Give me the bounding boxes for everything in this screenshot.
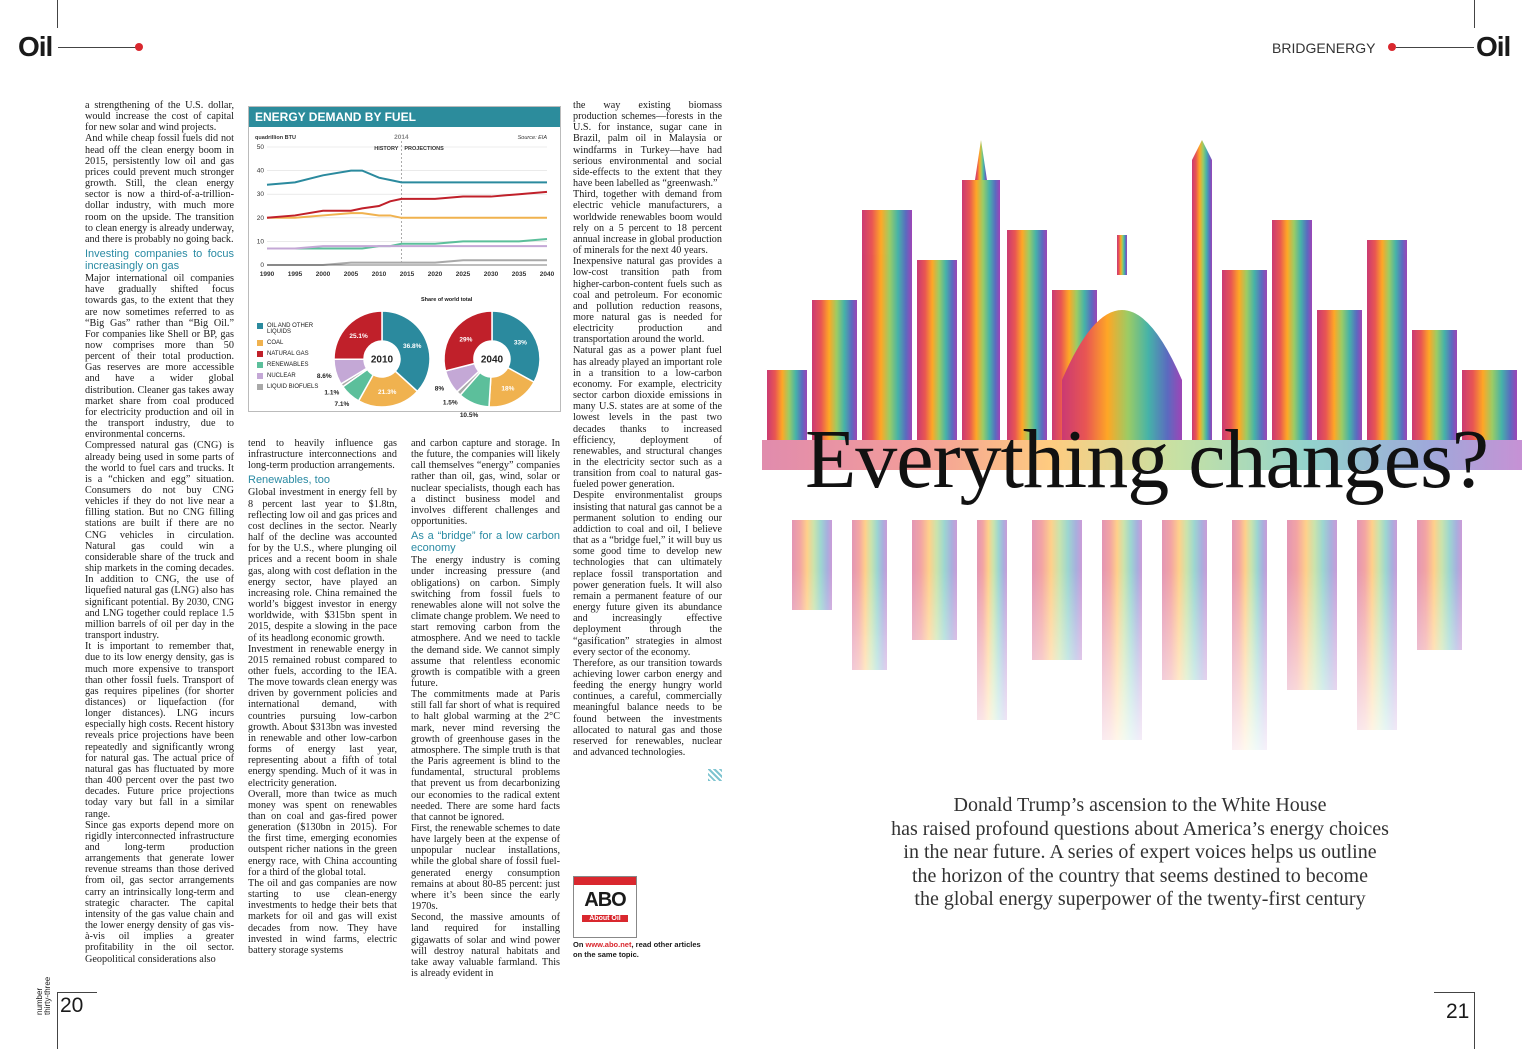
y-tick-label: 30 bbox=[256, 191, 264, 199]
x-tick-label: 2030 bbox=[483, 271, 499, 278]
chart-unit: quadrillion BTU bbox=[255, 135, 296, 141]
pie-value-label: 1.1% bbox=[324, 389, 340, 397]
page-number-right: 21 bbox=[1446, 1000, 1470, 1023]
article-column-4 bbox=[573, 100, 722, 758]
legend-swatch bbox=[257, 351, 263, 357]
pie-year-label: 2040 bbox=[480, 354, 504, 366]
x-tick-label: 1990 bbox=[259, 271, 275, 278]
y-tick-label: 20 bbox=[256, 214, 264, 222]
legend-swatch bbox=[257, 373, 263, 379]
pie-value-label: 29% bbox=[459, 336, 473, 344]
skyline-buildings bbox=[767, 140, 1517, 440]
oil-logo-left: Oil bbox=[18, 31, 53, 62]
end-mark-icon bbox=[708, 769, 722, 781]
issue-number bbox=[36, 955, 50, 1015]
pie-value-label: 18% bbox=[501, 385, 515, 393]
headline: Everything changes? bbox=[805, 413, 1489, 506]
pie-value-label: 25.1% bbox=[349, 333, 368, 341]
legend-label: NUCLEAR bbox=[267, 373, 296, 379]
paragraph: Major international oil companies have gradually shifted focus towards gas, to the extent that they are now sometimes referred to as “Big Gas” rather than “Big Oil.” For companies like Shell or BP, gas now comprises more than 50 percent of their total production. Gas reserves are more accessible and have a wider global distribution. Cleaner gas takes away market share from coal produced for electricity production and oil in the transport industry, due to environmental concerns. bbox=[85, 273, 234, 441]
x-tick-label: 1995 bbox=[287, 271, 303, 278]
x-tick-label: 2010 bbox=[371, 271, 387, 278]
promo-text bbox=[573, 940, 703, 960]
paragraph: First, the renewable schemes to date have largely been at the expense of unpopular nuclear installations, while the global share of fossil fuel-generated energy consumption remains at about 80-85 percent: just where it’s been since the early 1970s. bbox=[411, 823, 560, 913]
section-label: BRIDGENERGY bbox=[1272, 40, 1376, 56]
pie-value-label: 36.8% bbox=[402, 343, 422, 351]
legend-label: LIQUID BIOFUELS bbox=[267, 384, 319, 390]
paragraph: Global investment in energy fell by 8 percent last year to $1.8tn, reflecting low oil and gas prices and cost declines in the sector. Nearly half of the decline was accounted for by the U.S., where plunging oil prices and a recent boom in shale gas, along with cost deflation in the energy sector, have played an increasing role. China remained the world’s biggest investor in energy worldwide, with $315bn spent in 2015, despite a slowing in the pace of its headlong economic growth. bbox=[248, 487, 397, 644]
article-column-1 bbox=[85, 100, 234, 965]
legend-swatch bbox=[257, 323, 263, 329]
x-tick-label: 2020 bbox=[427, 271, 443, 278]
oil-logo-right: Oil bbox=[1476, 31, 1511, 62]
marker-year-label: 2014 bbox=[394, 134, 409, 141]
x-tick-label: 2005 bbox=[343, 271, 359, 278]
red-dot-icon bbox=[1388, 43, 1396, 51]
standfirst-line: has raised profound questions about America’s energy choices bbox=[891, 817, 1389, 840]
paragraph: Third, together with demand from electric vehicle manufacturers, a worldwide renewables boom would rely on a 5 percent to 18 percent annual increase in global production of minerals for the next 40 years. bbox=[573, 189, 722, 257]
paragraph: The commitments made at Paris still fall far short of what is required to halt global warming at the 2°C mark, never mind reversing the growth of greenhouse gases in the atmosphere. The simple truth is that the Paris agreement is blind to the fundamental, structural problems that prevent us from decarbonizing our economies to the radical extent needed. There are some hard facts that cannot be ignored. bbox=[411, 689, 560, 823]
header-rule-right bbox=[1396, 47, 1474, 48]
chart-title: ENERGY DEMAND BY FUEL bbox=[249, 107, 560, 127]
pie-value-label: 21.3% bbox=[378, 389, 397, 397]
paragraph: and carbon capture and storage. In the future, the companies will likely call themselves “energy” companies rather than oil, gas, wind, solar or nuclear specialists, though each has a distinct business model and involves different challenges and opportunities. bbox=[411, 438, 560, 528]
standfirst-line: in the near future. A series of expert voices helps us outline bbox=[903, 841, 1377, 863]
energy-demand-chart bbox=[248, 106, 561, 419]
legend-label: COAL bbox=[267, 340, 284, 346]
paragraph: a strengthening of the U.S. dollar, would increase the cost of capital for new solar and wind projects. bbox=[85, 100, 234, 134]
y-tick-label: 10 bbox=[256, 238, 264, 246]
pie-value-label: 8.6% bbox=[316, 372, 332, 380]
standfirst-line: Donald Trump’s ascension to the White House bbox=[953, 794, 1327, 816]
x-tick-label: 2000 bbox=[315, 271, 331, 278]
footer-hline-right bbox=[1434, 992, 1475, 993]
series-line bbox=[267, 192, 547, 218]
pie-value-label: 7.1% bbox=[334, 401, 350, 409]
standfirst-line: the horizon of the country that seems destined to become bbox=[912, 864, 1368, 887]
red-dot-icon bbox=[135, 43, 143, 51]
series-line bbox=[267, 246, 547, 248]
spine-line-right bbox=[1474, 0, 1475, 28]
issue-line-1: number bbox=[35, 987, 44, 1015]
x-tick-label: 2025 bbox=[455, 271, 471, 278]
paragraph: Investment in renewable energy in 2015 remained robust compared to other fuels, according to the IEA. The move towards clean energy was driven by government policies and international demand, with countries pursuing low-carbon growth. About $313bn was invested in renewable and other low-carbon forms of energy last year, representing about a fifth of total energy spending. Much of it was in electricity generation. bbox=[248, 643, 397, 789]
y-tick-label: 50 bbox=[256, 144, 264, 151]
x-tick-label: 2035 bbox=[511, 271, 527, 278]
article-column-2 bbox=[248, 438, 397, 956]
paragraph: The oil and gas companies are now starting to use clean-energy investments to hedge their bets that markets for oil and gas will exist decades from now. They have invested in wind farms, electric battery storage systems bbox=[248, 877, 397, 956]
footer-hline-left bbox=[57, 992, 97, 993]
footer-vline-right bbox=[1474, 992, 1475, 1049]
paragraph: And while cheap fossil fuels did not head off the clean energy boom in 2015, persistently low oil and gas prices could prevent much stronger growth. Still, the clean energy sector is now a third-of-a-trillion-dollar industry, with much more room on the upside. The transition to clean energy is already underway, and there is probably no going back. bbox=[85, 133, 234, 245]
subheading: Investing companies to focus increasingly on gas bbox=[85, 248, 234, 273]
issue-line-2: thirty-three bbox=[43, 976, 52, 1015]
pie-value-label: 1.5% bbox=[442, 399, 458, 407]
pie-value-label: 8% bbox=[434, 385, 445, 393]
paragraph: Natural gas as a power plant fuel has already played an important role in a transition to a low-carbon economy. For example, electricity sector carbon dioxide emissions in many U.S. states are at some of the lowest levels in the past two decades thanks to increased efficiency, deployment of renewables, and structural changes in the electricity sector such as a transition from coal to natural gas-fueled power generation. bbox=[573, 345, 722, 491]
article-column-3 bbox=[411, 438, 560, 979]
header-rule-left bbox=[58, 47, 136, 48]
paragraph: the way existing biomass production schemes—forests in the U.S. for instance, sugar cane in Brazil, palm oil in Malaysia or windfarms in Turkey—have had serious environmental and social side-effects to the extent that they have been labelled as “greenwash.” bbox=[573, 100, 722, 190]
legend-swatch bbox=[257, 340, 263, 346]
paragraph: Inexpensive natural gas provides a low-cost transition path from higher-carbon-content fuels such as coal and petroleum. For economic and pollution reduction reasons, more natural gas is needed for electricity production and transportation around the world. bbox=[573, 256, 722, 346]
legend-swatch bbox=[257, 384, 263, 390]
abo-link[interactable]: www.abo.net bbox=[585, 940, 632, 949]
pie-value-label: 10.5% bbox=[459, 411, 479, 419]
paragraph: tend to heavily influence gas infrastructure interconnections and long-term production arrangements. bbox=[248, 438, 397, 472]
promo-text-before: On bbox=[573, 940, 586, 949]
paragraph: It is important to remember that, due to its low energy density, gas is much more expensive to transport than other fossil fuels. Transport of gas requires pipelines (for shorter distances) or liquefaction (for longer distances). LNG incurs especially high costs. Recent history reveals price projections have been repeatedly and significantly wrong for natural gas. The actual price of natural gas has fluctuated by more than 400 percent over the past two decades. Future price projections today vary but fall in a similar range. bbox=[85, 641, 234, 820]
legend-label: RENEWABLES bbox=[267, 362, 309, 368]
page-number-left: 20 bbox=[60, 994, 84, 1017]
series-line bbox=[267, 260, 547, 265]
legend-label: OIL AND OTHER LIQUIDS bbox=[267, 323, 314, 335]
subheading: Renewables, too bbox=[248, 474, 330, 487]
abo-subtitle: About Oil bbox=[582, 915, 628, 922]
history-label: HISTORY bbox=[374, 146, 399, 152]
pie-value-label: 33% bbox=[513, 339, 527, 347]
subheading: As a “bridge” for a low carbon economy bbox=[411, 530, 560, 555]
footer-vline-left bbox=[57, 992, 58, 1049]
chart-source: Source: EIA bbox=[517, 135, 547, 141]
standfirst-line: the global energy superpower of the twenty-first century bbox=[914, 888, 1366, 910]
x-tick-label: 2015 bbox=[399, 271, 415, 278]
paragraph: Despite environmentalist groups insisting that natural gas cannot be a permanent solution to ending our addiction to coal and oil, I believe that as a “bridge fuel,” it will buy us some good time to develop new technologies that can ultimately replace fossil transportation and power generation fuels. It will also remain a permanent feature of our energy future given its abundance and increasingly effective deployment through the “gasification” strategies in almost every sector of the economy. bbox=[573, 490, 722, 658]
pie-year-label: 2010 bbox=[370, 354, 394, 366]
pie-caption: Share of world total bbox=[421, 297, 473, 303]
paragraph: Compressed natural gas (CNG) is already being used in some parts of the world to fuel cars and trucks. It is a “chicken and egg” situation. Consumers do not buy CNG vehicles if they do not live near a filling station. But no CNG filling stations are built if there are no CNG vehicles in circulation. Natural gas could win a considerable share of the truck and ship markets in the coming decades. In addition to CNG, the use of liquefied natural gas (LNG) also has significant potential. By 2030, CNG and LNG together could replace 1.5 million barrels of oil per day in the transport industry. bbox=[85, 440, 234, 642]
spine-line-left bbox=[57, 0, 58, 28]
y-tick-label: 0 bbox=[260, 262, 264, 269]
paragraph: Overall, more than twice as much money was spent on renewables than on coal and gas-fired power generation ($130bn in 2015). For the first time, emerging economies outspent richer nations in the green energy race, with China accounting for a third of the global total. bbox=[248, 788, 397, 878]
abo-promo bbox=[573, 876, 637, 938]
paragraph: The energy industry is coming under increasing pressure (and obligations) on carbon. Simply switching from fossil fuels to renewables alone will not solve the climate change problem. We need to start removing carbon from the atmosphere. And we need to tackle the demand side. We cannot simply assume that relentless economic growth is compatible with a green future. bbox=[411, 555, 560, 689]
line-chart bbox=[249, 127, 560, 295]
paragraph: Therefore, as our transition towards achieving lower carbon energy and feeding the energy hungry world continues, a careful, commercially meaningful balance needs to be found between the investments allocated to natural gas and those reserved for renewables, nuclear and advanced technologies. bbox=[573, 657, 722, 759]
projections-label: PROJECTIONS bbox=[404, 146, 444, 152]
legend-label: NATURAL GAS bbox=[267, 351, 309, 357]
series-line bbox=[267, 171, 547, 185]
promo-text-after: , read other articles on the same topic. bbox=[573, 940, 701, 959]
abo-logo: ABO bbox=[584, 889, 626, 911]
standfirst bbox=[840, 794, 1440, 912]
abo-red-bar bbox=[574, 877, 636, 885]
pie-charts bbox=[316, 301, 544, 419]
x-tick-label: 2040 bbox=[539, 271, 555, 278]
y-tick-label: 40 bbox=[256, 167, 264, 175]
paragraph: Since gas exports depend more on rigidly interconnected infrastructure and long-term production arrangements that generate lower revenue streams than those derived from oil, gas sector arrangements carry an intrinsically long-term and strategic character. The capital intensity of the gas value chain and the lower energy density of gas vis-à-vis oil implies a greater profitability in the oil sector. Geopolitical considerations also bbox=[85, 819, 234, 965]
legend-swatch bbox=[257, 362, 263, 368]
paragraph: Second, the massive amounts of land required for installing gigawatts of solar and wind power will destroy natural habitats and take away valuable farmland. This is already evident in bbox=[411, 912, 560, 980]
